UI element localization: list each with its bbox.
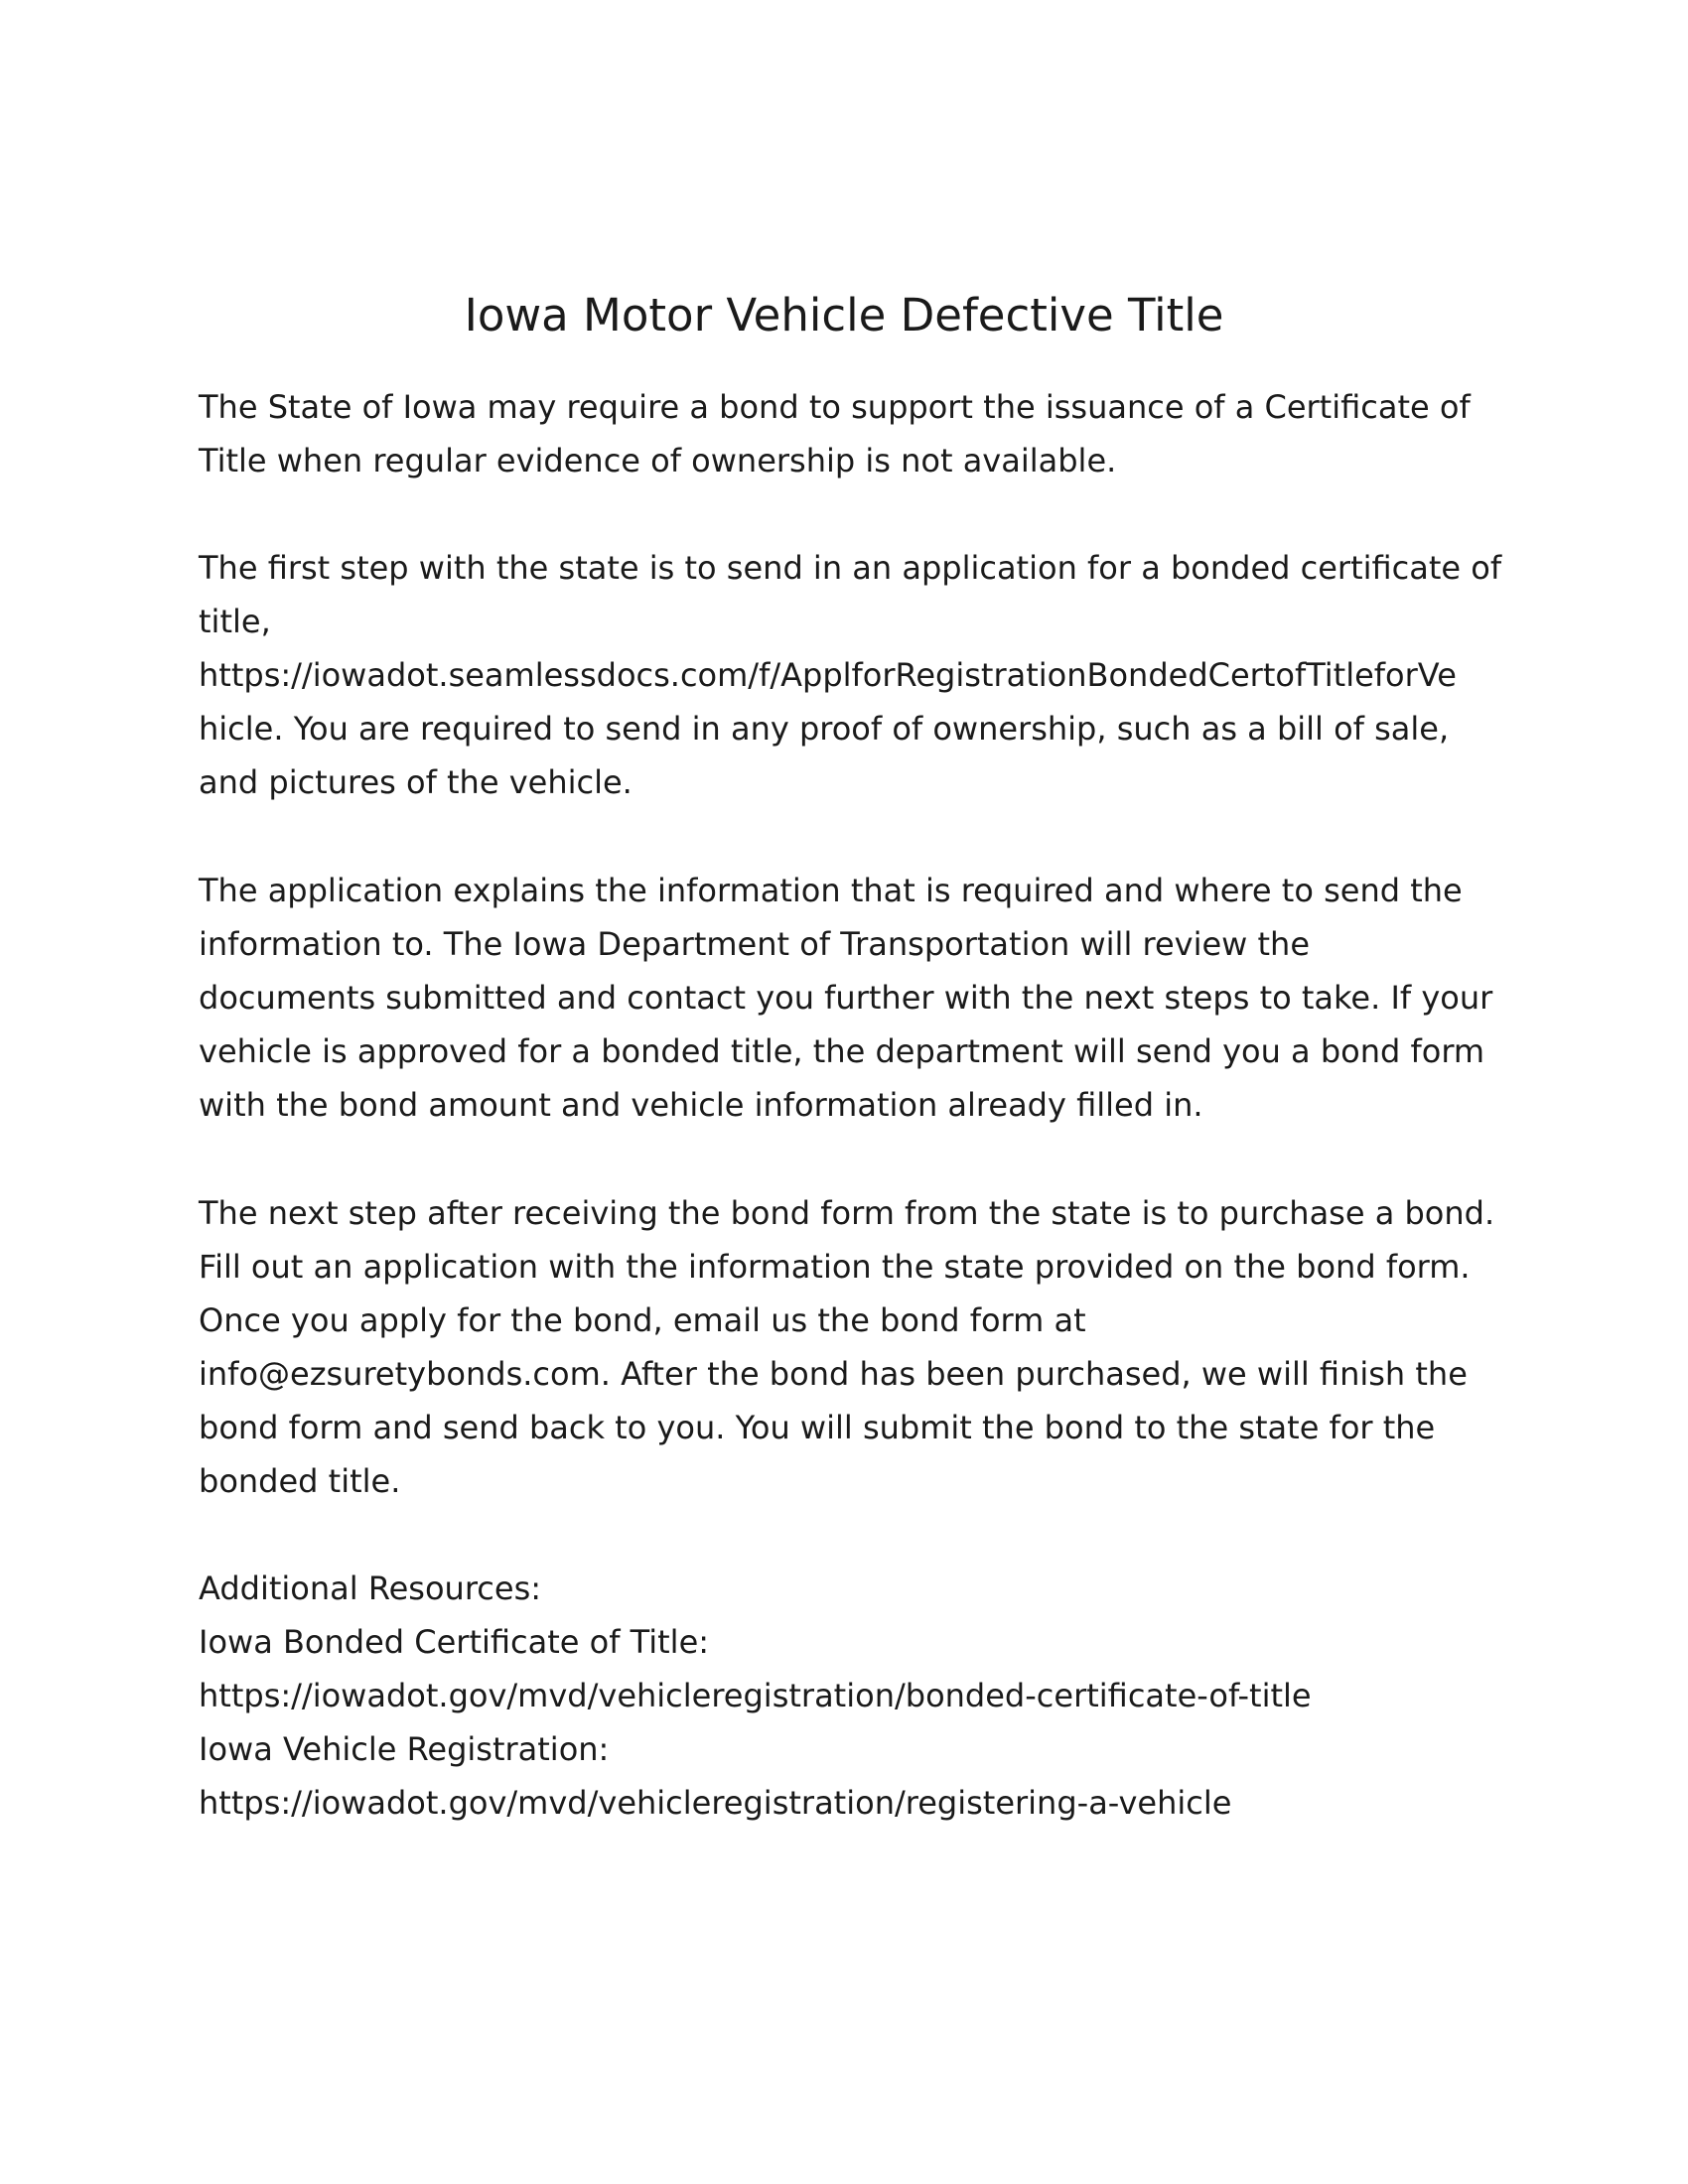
text-line: information to. The Iowa Department of Transportation will review the — [199, 925, 1311, 963]
text-line: vehicle is approved for a bonded title, the department will send you a bond form — [199, 1032, 1485, 1070]
resource-label: Iowa Vehicle Registration: — [199, 1730, 610, 1768]
text-line: title, — [199, 603, 271, 640]
text-line: hicle. You are required to send in any proof of ownership, such as a bill of sale, — [199, 710, 1450, 748]
bonded-title-link[interactable]: https://iowadot.gov/mvd/vehicleregistration/bonded-certificate-of-title — [199, 1677, 1312, 1714]
resources-heading: Additional Resources: — [199, 1570, 542, 1607]
paragraph-application-review — [199, 864, 1499, 1132]
text-line: Title when regular evidence of ownership is not available. — [199, 442, 1117, 479]
text-line: with the bond amount and vehicle information already filled in. — [199, 1086, 1203, 1124]
email-line[interactable]: info@ezsuretybonds.com. After the bond has been purchased, we will finish the — [199, 1355, 1468, 1393]
text-line: and pictures of the vehicle. — [199, 763, 633, 801]
text-line: documents submitted and contact you further with the next steps to take. If your — [199, 979, 1493, 1017]
resource-label: Iowa Bonded Certificate of Title: — [199, 1623, 710, 1661]
text-line: The application explains the information that is required and where to send the — [199, 872, 1463, 909]
paragraph-first-step — [199, 541, 1502, 809]
text-line: Once you apply for the bond, email us the bond form at — [199, 1301, 1086, 1339]
document-title: Iowa Motor Vehicle Defective Title — [464, 289, 1224, 341]
text-line: bonded title. — [199, 1462, 401, 1500]
vehicle-registration-link[interactable]: https://iowadot.gov/mvd/vehicleregistration/registering-a-vehicle — [199, 1784, 1232, 1822]
paragraph-additional-resources — [199, 1562, 1499, 1830]
paragraph-purchase-bond — [199, 1186, 1499, 1508]
text-line: The first step with the state is to send in an application for a bonded certificate of — [199, 549, 1502, 587]
paragraph-bond-requirement — [199, 380, 1499, 487]
text-line: Fill out an application with the information the state provided on the bond form. — [199, 1248, 1471, 1286]
text-line: The State of Iowa may require a bond to support the issuance of a Certificate of — [199, 388, 1471, 426]
text-line: The next step after receiving the bond form from the state is to purchase a bond. — [199, 1194, 1495, 1232]
application-link[interactable]: https://iowadot.seamlessdocs.com/f/ApplforRegistrationBondedCertofTitleforVe — [199, 656, 1457, 694]
text-line: bond form and send back to you. You will submit the bond to the state for the — [199, 1409, 1436, 1446]
